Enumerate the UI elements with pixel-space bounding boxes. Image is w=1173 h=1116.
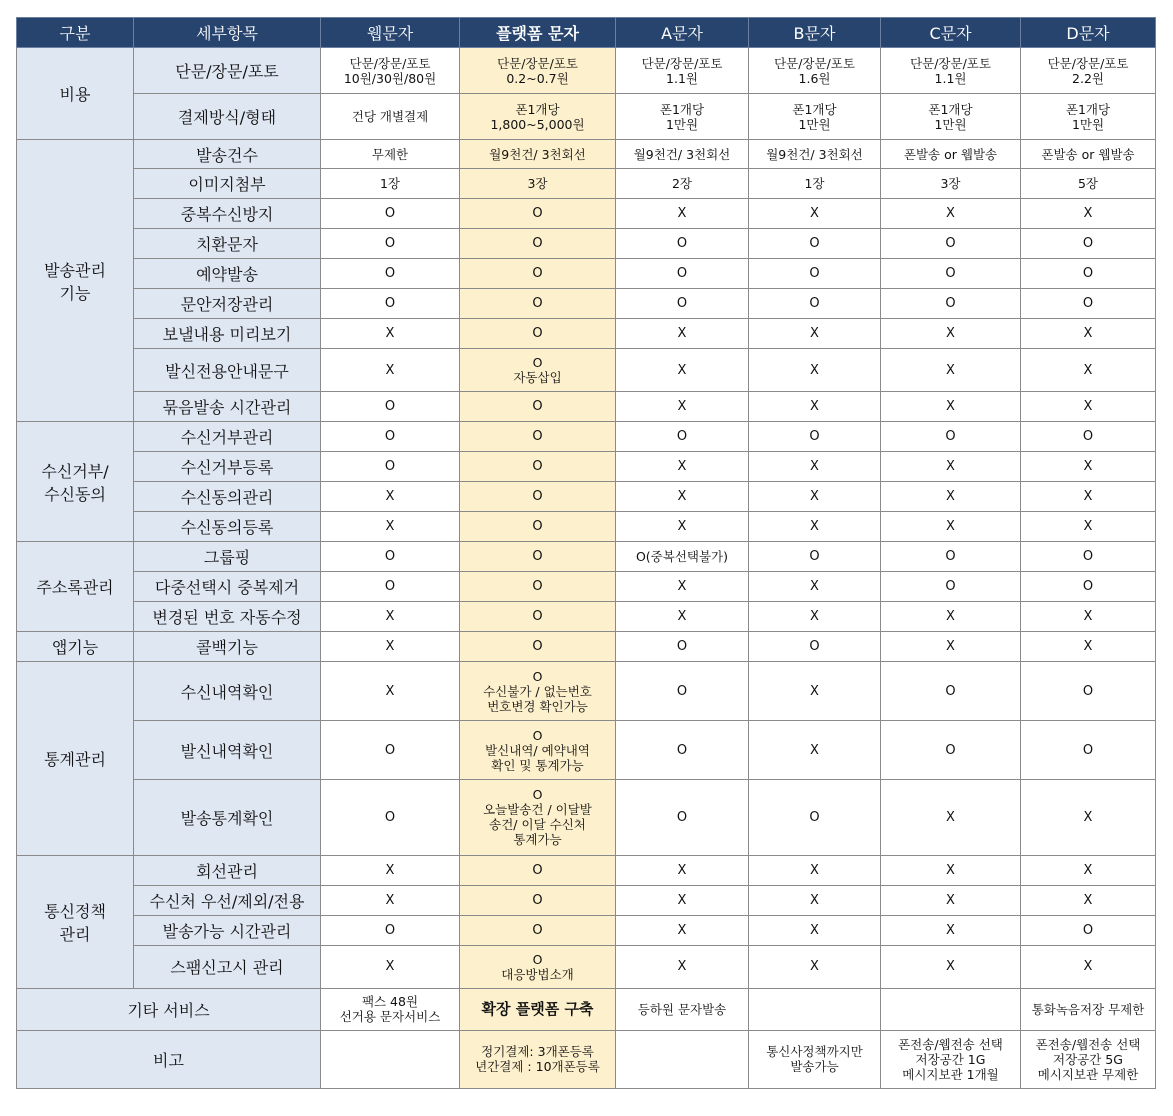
- value-cell: O: [1021, 259, 1156, 289]
- platform-cell: O: [460, 392, 616, 422]
- value-cell: X: [616, 602, 749, 632]
- table-row: [17, 855, 1156, 885]
- value-cell: X: [1021, 602, 1156, 632]
- value-cell: X: [881, 349, 1021, 392]
- value-cell: X: [321, 482, 460, 512]
- value-cell: X: [321, 349, 460, 392]
- item-cell: 묶음발송 시간관리: [134, 392, 321, 422]
- table-row: [17, 988, 1156, 1030]
- value-cell: 단문/장문/포토 1.6원: [749, 48, 881, 94]
- value-cell: X: [881, 199, 1021, 229]
- value-cell: O: [1021, 915, 1156, 945]
- category-cell: 통신정책 관리: [17, 855, 134, 988]
- value-cell: O: [616, 721, 749, 780]
- table-row: [17, 780, 1156, 855]
- value-cell: O: [1021, 572, 1156, 602]
- table-row: [17, 259, 1156, 289]
- value-cell: X: [881, 945, 1021, 988]
- value-cell: O: [616, 632, 749, 662]
- value-cell: X: [321, 512, 460, 542]
- value-cell: X: [616, 945, 749, 988]
- value-cell: O: [321, 452, 460, 482]
- value-cell: 단문/장문/포토 10원/30원/80원: [321, 48, 460, 94]
- value-cell: O: [1021, 662, 1156, 721]
- value-cell: X: [321, 632, 460, 662]
- value-cell: 5장: [1021, 169, 1156, 199]
- value-cell: 1장: [321, 169, 460, 199]
- table-row: [17, 422, 1156, 452]
- value-cell: X: [881, 512, 1021, 542]
- platform-cell: O: [460, 572, 616, 602]
- value-cell: O: [321, 199, 460, 229]
- platform-cell: O: [460, 915, 616, 945]
- value-cell: X: [1021, 855, 1156, 885]
- value-cell: 무제한: [321, 140, 460, 169]
- value-cell: X: [321, 945, 460, 988]
- table-row: [17, 602, 1156, 632]
- platform-cell: O 자동삽입: [460, 349, 616, 392]
- value-cell: X: [749, 392, 881, 422]
- value-cell: O: [321, 572, 460, 602]
- platform-cell: 단문/장문/포토 0.2~0.7원: [460, 48, 616, 94]
- table-row: [17, 392, 1156, 422]
- value-cell: O: [321, 259, 460, 289]
- value-cell: O: [321, 721, 460, 780]
- value-cell: 건당 개별결제: [321, 94, 460, 140]
- value-cell: X: [749, 199, 881, 229]
- value-cell: X: [881, 602, 1021, 632]
- value-cell: O: [749, 259, 881, 289]
- table-row: [17, 482, 1156, 512]
- value-cell: 팩스 48원 선거용 문자서비스: [321, 988, 460, 1030]
- item-cell: 보낼내용 미리보기: [134, 319, 321, 349]
- item-cell: 발신내역확인: [134, 721, 321, 780]
- value-cell: X: [881, 452, 1021, 482]
- platform-cell: O 발신내역/ 예약내역 확인 및 통계가능: [460, 721, 616, 780]
- value-cell: X: [1021, 945, 1156, 988]
- value-cell: X: [1021, 885, 1156, 915]
- platform-cell: 폰1개당 1,800~5,000원: [460, 94, 616, 140]
- value-cell: X: [749, 885, 881, 915]
- platform-cell: O: [460, 602, 616, 632]
- value-cell: 단문/장문/포토 2.2원: [1021, 48, 1156, 94]
- table-row: [17, 885, 1156, 915]
- value-cell: X: [321, 602, 460, 632]
- value-cell: 폰전송/웹전송 선택 저장공간 5G 메시지보관 무제한: [1021, 1030, 1156, 1088]
- value-cell: 폰1개당 1만원: [749, 94, 881, 140]
- category-cell: 비용: [17, 48, 134, 140]
- value-cell: X: [881, 319, 1021, 349]
- value-cell: O: [321, 289, 460, 319]
- value-cell: O: [1021, 721, 1156, 780]
- value-cell: X: [321, 662, 460, 721]
- value-cell: O: [749, 422, 881, 452]
- value-cell: O: [749, 632, 881, 662]
- category-cell: 통계관리: [17, 662, 134, 855]
- value-cell: X: [749, 572, 881, 602]
- value-cell: O: [881, 422, 1021, 452]
- table-row: [17, 572, 1156, 602]
- table-row: [17, 452, 1156, 482]
- value-cell: 3장: [881, 169, 1021, 199]
- platform-cell: 정기결제: 3개폰등록 년간결제 : 10개폰등록: [460, 1030, 616, 1088]
- platform-cell: O: [460, 199, 616, 229]
- value-cell: X: [1021, 512, 1156, 542]
- value-cell: O: [881, 572, 1021, 602]
- platform-cell: O: [460, 422, 616, 452]
- item-cell: 그룹핑: [134, 542, 321, 572]
- value-cell: X: [616, 349, 749, 392]
- item-cell: 예약발송: [134, 259, 321, 289]
- table-row: [17, 94, 1156, 140]
- value-cell: O: [616, 422, 749, 452]
- value-cell: [749, 988, 881, 1030]
- value-cell: X: [1021, 452, 1156, 482]
- platform-cell: O: [460, 319, 616, 349]
- value-cell: X: [749, 662, 881, 721]
- value-cell: O: [1021, 289, 1156, 319]
- value-cell: O: [881, 289, 1021, 319]
- platform-cell: O: [460, 632, 616, 662]
- platform-cell: O: [460, 229, 616, 259]
- value-cell: X: [321, 319, 460, 349]
- value-cell: X: [881, 885, 1021, 915]
- category-cell: 발송관리 기능: [17, 140, 134, 422]
- item-cell: 치환문자: [134, 229, 321, 259]
- table-row: [17, 915, 1156, 945]
- category-cell: 수신거부/ 수신동의: [17, 422, 134, 542]
- item-cell: 회선관리: [134, 855, 321, 885]
- value-cell: X: [616, 319, 749, 349]
- row-label: 비고: [17, 1030, 321, 1088]
- table-row: [17, 48, 1156, 94]
- platform-cell: O: [460, 289, 616, 319]
- value-cell: X: [1021, 780, 1156, 855]
- header-platform: 플랫폼 문자: [460, 18, 616, 48]
- category-cell: 주소록관리: [17, 542, 134, 632]
- item-cell: 수신처 우선/제외/전용: [134, 885, 321, 915]
- value-cell: 폰1개당 1만원: [1021, 94, 1156, 140]
- table-row: [17, 169, 1156, 199]
- platform-cell: O: [460, 259, 616, 289]
- platform-cell: 확장 플랫폼 구축: [460, 988, 616, 1030]
- table-row: [17, 945, 1156, 988]
- value-cell: X: [616, 392, 749, 422]
- value-cell: X: [321, 885, 460, 915]
- value-cell: 1장: [749, 169, 881, 199]
- header-a: A문자: [616, 18, 749, 48]
- value-cell: X: [881, 392, 1021, 422]
- value-cell: X: [616, 855, 749, 885]
- value-cell: 폰전송/웹전송 선택 저장공간 1G 메시지보관 1개월: [881, 1030, 1021, 1088]
- value-cell: O: [616, 662, 749, 721]
- value-cell: X: [881, 915, 1021, 945]
- table-row: [17, 662, 1156, 721]
- value-cell: X: [616, 885, 749, 915]
- item-cell: 수신거부관리: [134, 422, 321, 452]
- value-cell: 폰1개당 1만원: [616, 94, 749, 140]
- platform-cell: O 수신불가 / 없는번호 번호변경 확인가능: [460, 662, 616, 721]
- value-cell: X: [1021, 199, 1156, 229]
- item-cell: 다중선택시 중복제거: [134, 572, 321, 602]
- item-cell: 이미지첨부: [134, 169, 321, 199]
- value-cell: X: [616, 512, 749, 542]
- item-cell: 수신동의등록: [134, 512, 321, 542]
- item-cell: 콜백기능: [134, 632, 321, 662]
- row-label: 기타 서비스: [17, 988, 321, 1030]
- value-cell: 2장: [616, 169, 749, 199]
- value-cell: 폰발송 or 웹발송: [1021, 140, 1156, 169]
- value-cell: [616, 1030, 749, 1088]
- platform-cell: O: [460, 855, 616, 885]
- value-cell: O: [321, 422, 460, 452]
- value-cell: X: [1021, 482, 1156, 512]
- table-row: [17, 349, 1156, 392]
- category-cell: 앱기능: [17, 632, 134, 662]
- item-cell: 중복수신방지: [134, 199, 321, 229]
- table-row: [17, 229, 1156, 259]
- item-cell: 단문/장문/포토: [134, 48, 321, 94]
- value-cell: 단문/장문/포토 1.1원: [881, 48, 1021, 94]
- value-cell: 단문/장문/포토 1.1원: [616, 48, 749, 94]
- table-row: [17, 289, 1156, 319]
- value-cell: X: [616, 452, 749, 482]
- value-cell: 월9천건/ 3천회선: [749, 140, 881, 169]
- platform-cell: O: [460, 482, 616, 512]
- value-cell: O: [749, 289, 881, 319]
- header-item: 세부항목: [134, 18, 321, 48]
- item-cell: 스팸신고시 관리: [134, 945, 321, 988]
- value-cell: O: [321, 392, 460, 422]
- value-cell: 통신사정책까지만 발송가능: [749, 1030, 881, 1088]
- value-cell: X: [749, 855, 881, 885]
- platform-cell: 월9천건/ 3천회선: [460, 140, 616, 169]
- item-cell: 문안저장관리: [134, 289, 321, 319]
- table-row: [17, 140, 1156, 169]
- platform-cell: O 오늘발송건 / 이달발 송건/ 이달 수신처 통계가능: [460, 780, 616, 855]
- value-cell: O: [321, 542, 460, 572]
- platform-cell: O: [460, 512, 616, 542]
- value-cell: X: [749, 482, 881, 512]
- value-cell: 등하원 문자발송: [616, 988, 749, 1030]
- table-row: [17, 632, 1156, 662]
- value-cell: O: [881, 662, 1021, 721]
- value-cell: X: [321, 855, 460, 885]
- value-cell: X: [881, 632, 1021, 662]
- value-cell: X: [1021, 392, 1156, 422]
- value-cell: O: [749, 542, 881, 572]
- value-cell: O: [881, 229, 1021, 259]
- header-category: 구분: [17, 18, 134, 48]
- item-cell: 수신거부등록: [134, 452, 321, 482]
- value-cell: X: [749, 349, 881, 392]
- value-cell: O: [321, 915, 460, 945]
- value-cell: X: [881, 780, 1021, 855]
- table-row: [17, 542, 1156, 572]
- item-cell: 발송통계확인: [134, 780, 321, 855]
- item-cell: 발송가능 시간관리: [134, 915, 321, 945]
- value-cell: X: [749, 452, 881, 482]
- value-cell: X: [749, 512, 881, 542]
- value-cell: X: [881, 855, 1021, 885]
- item-cell: 수신내역확인: [134, 662, 321, 721]
- value-cell: O: [749, 229, 881, 259]
- value-cell: O: [881, 259, 1021, 289]
- value-cell: X: [616, 482, 749, 512]
- header-row: [17, 18, 1156, 48]
- value-cell: 월9천건/ 3천회선: [616, 140, 749, 169]
- platform-cell: O: [460, 885, 616, 915]
- table-row: [17, 319, 1156, 349]
- value-cell: X: [881, 482, 1021, 512]
- value-cell: O: [616, 259, 749, 289]
- value-cell: X: [749, 602, 881, 632]
- platform-cell: O: [460, 542, 616, 572]
- value-cell: X: [749, 319, 881, 349]
- value-cell: X: [1021, 319, 1156, 349]
- table-row: [17, 721, 1156, 780]
- comparison-table: [16, 17, 1156, 1089]
- value-cell: O: [616, 289, 749, 319]
- item-cell: 결제방식/형태: [134, 94, 321, 140]
- value-cell: 폰발송 or 웹발송: [881, 140, 1021, 169]
- value-cell: 통화녹음저장 무제한: [1021, 988, 1156, 1030]
- header-web: 웹문자: [321, 18, 460, 48]
- item-cell: 발송건수: [134, 140, 321, 169]
- value-cell: O(중복선택불가): [616, 542, 749, 572]
- value-cell: X: [749, 945, 881, 988]
- table-row: [17, 199, 1156, 229]
- header-c: C문자: [881, 18, 1021, 48]
- value-cell: O: [321, 780, 460, 855]
- value-cell: X: [749, 915, 881, 945]
- value-cell: X: [1021, 632, 1156, 662]
- value-cell: O: [321, 229, 460, 259]
- value-cell: O: [881, 721, 1021, 780]
- platform-cell: O: [460, 452, 616, 482]
- value-cell: [881, 988, 1021, 1030]
- value-cell: X: [1021, 349, 1156, 392]
- item-cell: 수신동의관리: [134, 482, 321, 512]
- value-cell: X: [616, 572, 749, 602]
- item-cell: 변경된 번호 자동수정: [134, 602, 321, 632]
- value-cell: 폰1개당 1만원: [881, 94, 1021, 140]
- platform-cell: O 대응방법소개: [460, 945, 616, 988]
- header-b: B문자: [749, 18, 881, 48]
- header-d: D문자: [1021, 18, 1156, 48]
- value-cell: [321, 1030, 460, 1088]
- value-cell: O: [1021, 422, 1156, 452]
- value-cell: O: [1021, 229, 1156, 259]
- value-cell: X: [749, 721, 881, 780]
- value-cell: O: [1021, 542, 1156, 572]
- value-cell: O: [749, 780, 881, 855]
- value-cell: X: [616, 915, 749, 945]
- value-cell: O: [881, 542, 1021, 572]
- value-cell: X: [616, 199, 749, 229]
- value-cell: O: [616, 229, 749, 259]
- value-cell: O: [616, 780, 749, 855]
- table-row: [17, 1030, 1156, 1088]
- table-row: [17, 512, 1156, 542]
- platform-cell: 3장: [460, 169, 616, 199]
- item-cell: 발신전용안내문구: [134, 349, 321, 392]
